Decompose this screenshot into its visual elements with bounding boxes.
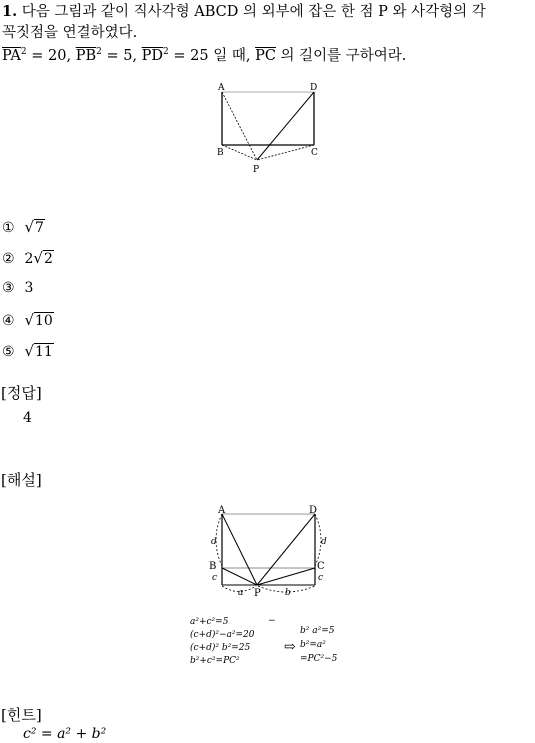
segment-pd-line [257,514,315,585]
segment-pb: $\overline{PB}$ [75,48,97,64]
sqrt-sign: √ [33,249,43,267]
segment-pc-line [257,568,315,585]
coefficient: 2 [24,251,34,267]
equation-r2: b²=a² [300,640,326,650]
segment-pa-line [222,514,257,585]
equation-4: b²+c²=PC² [190,656,240,666]
equation-2: (c+d)²−a²=20 [190,630,255,640]
problem-line-1 [2,0,486,21]
choice-mark: ⑤ [2,344,15,360]
label-p: P [254,588,261,599]
choice-value: 3 [24,280,34,296]
equation-1: a²+c²=5 [190,617,229,627]
equations-left [190,616,254,668]
segment-pa: $\overline{PA}$ [2,48,21,64]
hint-formula: c² = a² + b² [23,726,107,742]
problem-text-line-2: 꼭짓점을 연결하였다. [2,25,138,41]
choice-mark: ② [2,251,15,267]
choices-list [2,218,54,373]
radicand: 7 [35,220,44,236]
sqrt-sign: √ [24,342,35,360]
segment-pb-line [222,145,257,160]
label-b-bottom: b [285,588,291,598]
label-p: P [253,165,260,175]
choice-mark: ③ [2,280,15,296]
label-d-left: d [211,537,217,547]
choice-mark: ④ [2,313,15,329]
label-c: C [311,148,318,158]
implies-arrow-icon: ⇨ [284,639,296,655]
segment-pc-line [257,145,314,160]
answer-value: 4 [23,410,32,426]
hint-heading: [힌트] [1,706,42,724]
equation-3: (c+d)² b²=25 [190,643,251,653]
segment-pa-line [222,92,257,160]
problem-number: 1. [2,3,18,20]
rectangle-figure [210,78,330,178]
segment-pd-line [257,92,314,160]
equations-right [300,624,337,666]
dash-mark: − [268,616,276,626]
equation-r1: b² a²=5 [300,626,335,636]
segment-pc: $\overline{PC}$ [255,48,276,64]
problem-text-line-1: 다음 그림과 같이 직사각형 ABCD 의 외부에 잡은 한 점 P 와 사각형의 각 [21,4,486,20]
label-a: A [218,83,225,93]
sqrt-sign: √ [24,218,35,236]
choice-3[interactable] [2,280,54,311]
pd-value: = 25 일 때, [168,48,256,64]
label-a-bottom: a [238,588,244,598]
segment-pd: $\overline{PD}$ [141,48,164,64]
brace-left-d [216,514,222,566]
pb-value: = 5, [101,48,142,64]
radicand: 10 [35,313,53,329]
problem-text-line-3 [2,44,406,65]
explanation-figure [205,502,335,600]
equation-r3: =PC²−5 [300,654,338,664]
problem-tail: 의 길이를 구하여라. [275,48,407,64]
radicand: 2 [43,251,53,267]
pa-value: = 20, [26,48,76,64]
exponent: 2 [20,47,27,57]
label-b: B [217,148,224,158]
explanation-heading: [해설] [1,471,42,489]
label-d: D [310,83,318,93]
choice-mark: ① [2,220,15,236]
label-c-left: c [212,573,218,583]
exponent: 2 [163,47,169,57]
radicand: 11 [35,344,53,360]
label-c-right: c [318,573,324,583]
label-a: A [218,505,226,516]
choice-1[interactable] [2,218,54,249]
label-d-right: d [321,537,327,547]
label-c: C [317,561,325,572]
label-b: B [209,561,217,572]
sqrt-sign: √ [24,311,35,329]
choice-4[interactable] [2,311,54,342]
choice-2[interactable] [2,249,54,280]
exponent: 2 [96,47,102,57]
label-d: D [309,505,318,516]
segment-pb-line [222,568,257,585]
choice-5[interactable] [2,342,54,373]
answer-heading: [정답] [1,384,42,402]
